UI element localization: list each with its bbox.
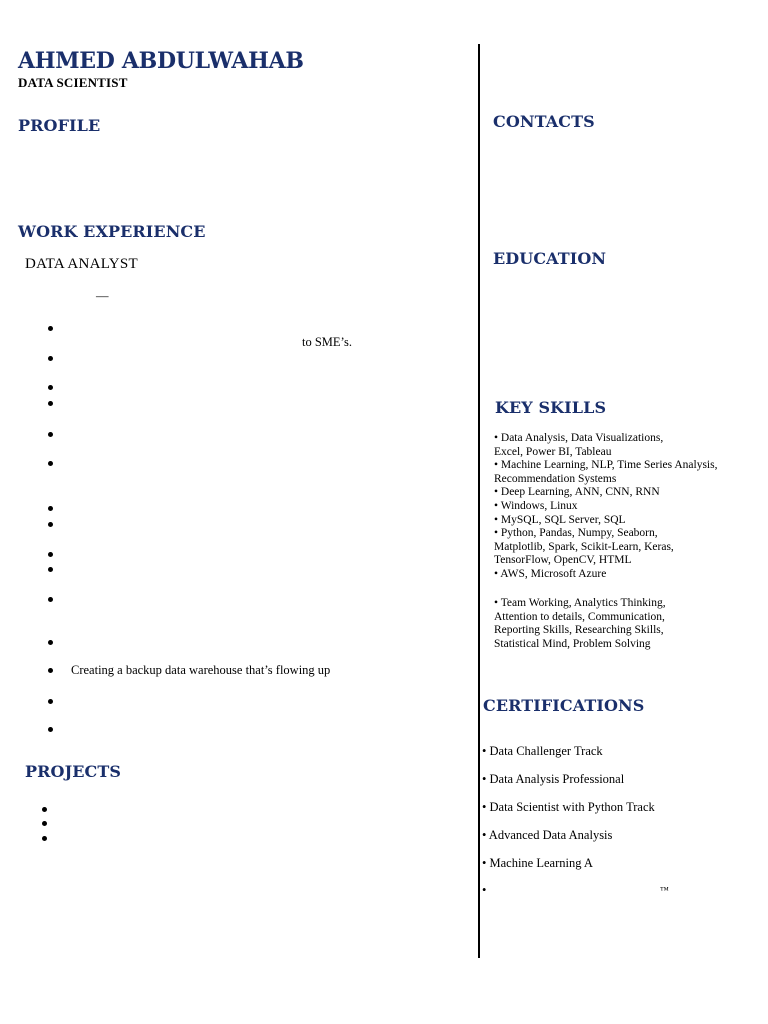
profile-heading: PROFILE (18, 116, 101, 135)
skill-line: • Windows, Linux (494, 499, 578, 512)
skill-line: • MySQL, SQL Server, SQL (494, 513, 626, 526)
list-bullet (48, 699, 53, 704)
list-bullet (48, 597, 53, 602)
list-bullet (48, 432, 53, 437)
list-bullet (48, 356, 53, 361)
work-experience-heading: WORK EXPERIENCE (18, 222, 206, 241)
job-title: DATA ANALYST (25, 256, 138, 272)
contacts-heading: CONTACTS (493, 112, 595, 131)
skill-line: Reporting Skills, Researching Skills, (494, 624, 664, 637)
list-bullet (48, 385, 53, 390)
list-bullet (42, 821, 47, 826)
list-bullet (48, 522, 53, 527)
key-skills-heading: KEY SKILLS (495, 398, 607, 417)
list-bullet (48, 640, 53, 645)
skill-line: Recommendation Systems (494, 472, 617, 485)
certifications-heading: CERTIFICATIONS (483, 696, 645, 715)
column-divider (478, 44, 480, 958)
candidate-name: AHMED ABDULWAHAB (18, 48, 304, 74)
list-bullet (48, 401, 53, 406)
certification-item: • Advanced Data Analysis (482, 828, 613, 842)
list-bullet (48, 567, 53, 572)
trademark-symbol: ™ (660, 885, 669, 895)
skill-line: Matplotlib, Spark, Scikit-Learn, Keras, (494, 540, 674, 553)
work-item-text: Creating a backup data warehouse that’s flowing up (71, 663, 331, 677)
skill-line: • Data Analysis, Data Visualizations, (494, 432, 664, 444)
soft-skills-list (494, 597, 754, 651)
list-bullet (48, 727, 53, 732)
skill-line: • AWS, Microsoft Azure (494, 567, 607, 580)
list-bullet (42, 836, 47, 841)
skill-line: • Team Working, Analytics Thinking, (494, 597, 666, 609)
skill-line: Attention to details, Communication, (494, 610, 665, 623)
skill-line: • Machine Learning, NLP, Time Series Analysis, (494, 459, 718, 472)
candidate-title: DATA SCIENTIST (18, 75, 128, 90)
list-bullet (48, 552, 53, 557)
skill-line: • Deep Learning, ANN, CNN, RNN (494, 486, 660, 499)
list-bullet (48, 326, 53, 331)
skill-line: TensorFlow, OpenCV, HTML (494, 554, 632, 567)
job-dates-dash: — (96, 289, 109, 303)
list-bullet (48, 506, 53, 511)
certification-item: • Data Challenger Track (482, 744, 603, 758)
certification-item: • Data Analysis Professional (482, 772, 625, 786)
projects-heading: PROJECTS (25, 762, 122, 781)
certification-item: • Data Scientist with Python Track (482, 800, 655, 814)
list-bullet (48, 668, 53, 673)
certification-item: • (482, 883, 487, 897)
skill-line: • Python, Pandas, Numpy, Seaborn, (494, 527, 658, 540)
skill-line: Statistical Mind, Problem Solving (494, 637, 651, 650)
work-item-text: to SME’s. (302, 335, 353, 349)
education-heading: EDUCATION (493, 249, 607, 268)
key-skills-list (494, 432, 754, 582)
skill-line: Excel, Power BI, Tableau (494, 445, 612, 458)
list-bullet (48, 461, 53, 466)
list-bullet (42, 807, 47, 812)
certification-item: • Machine Learning A (482, 856, 593, 870)
